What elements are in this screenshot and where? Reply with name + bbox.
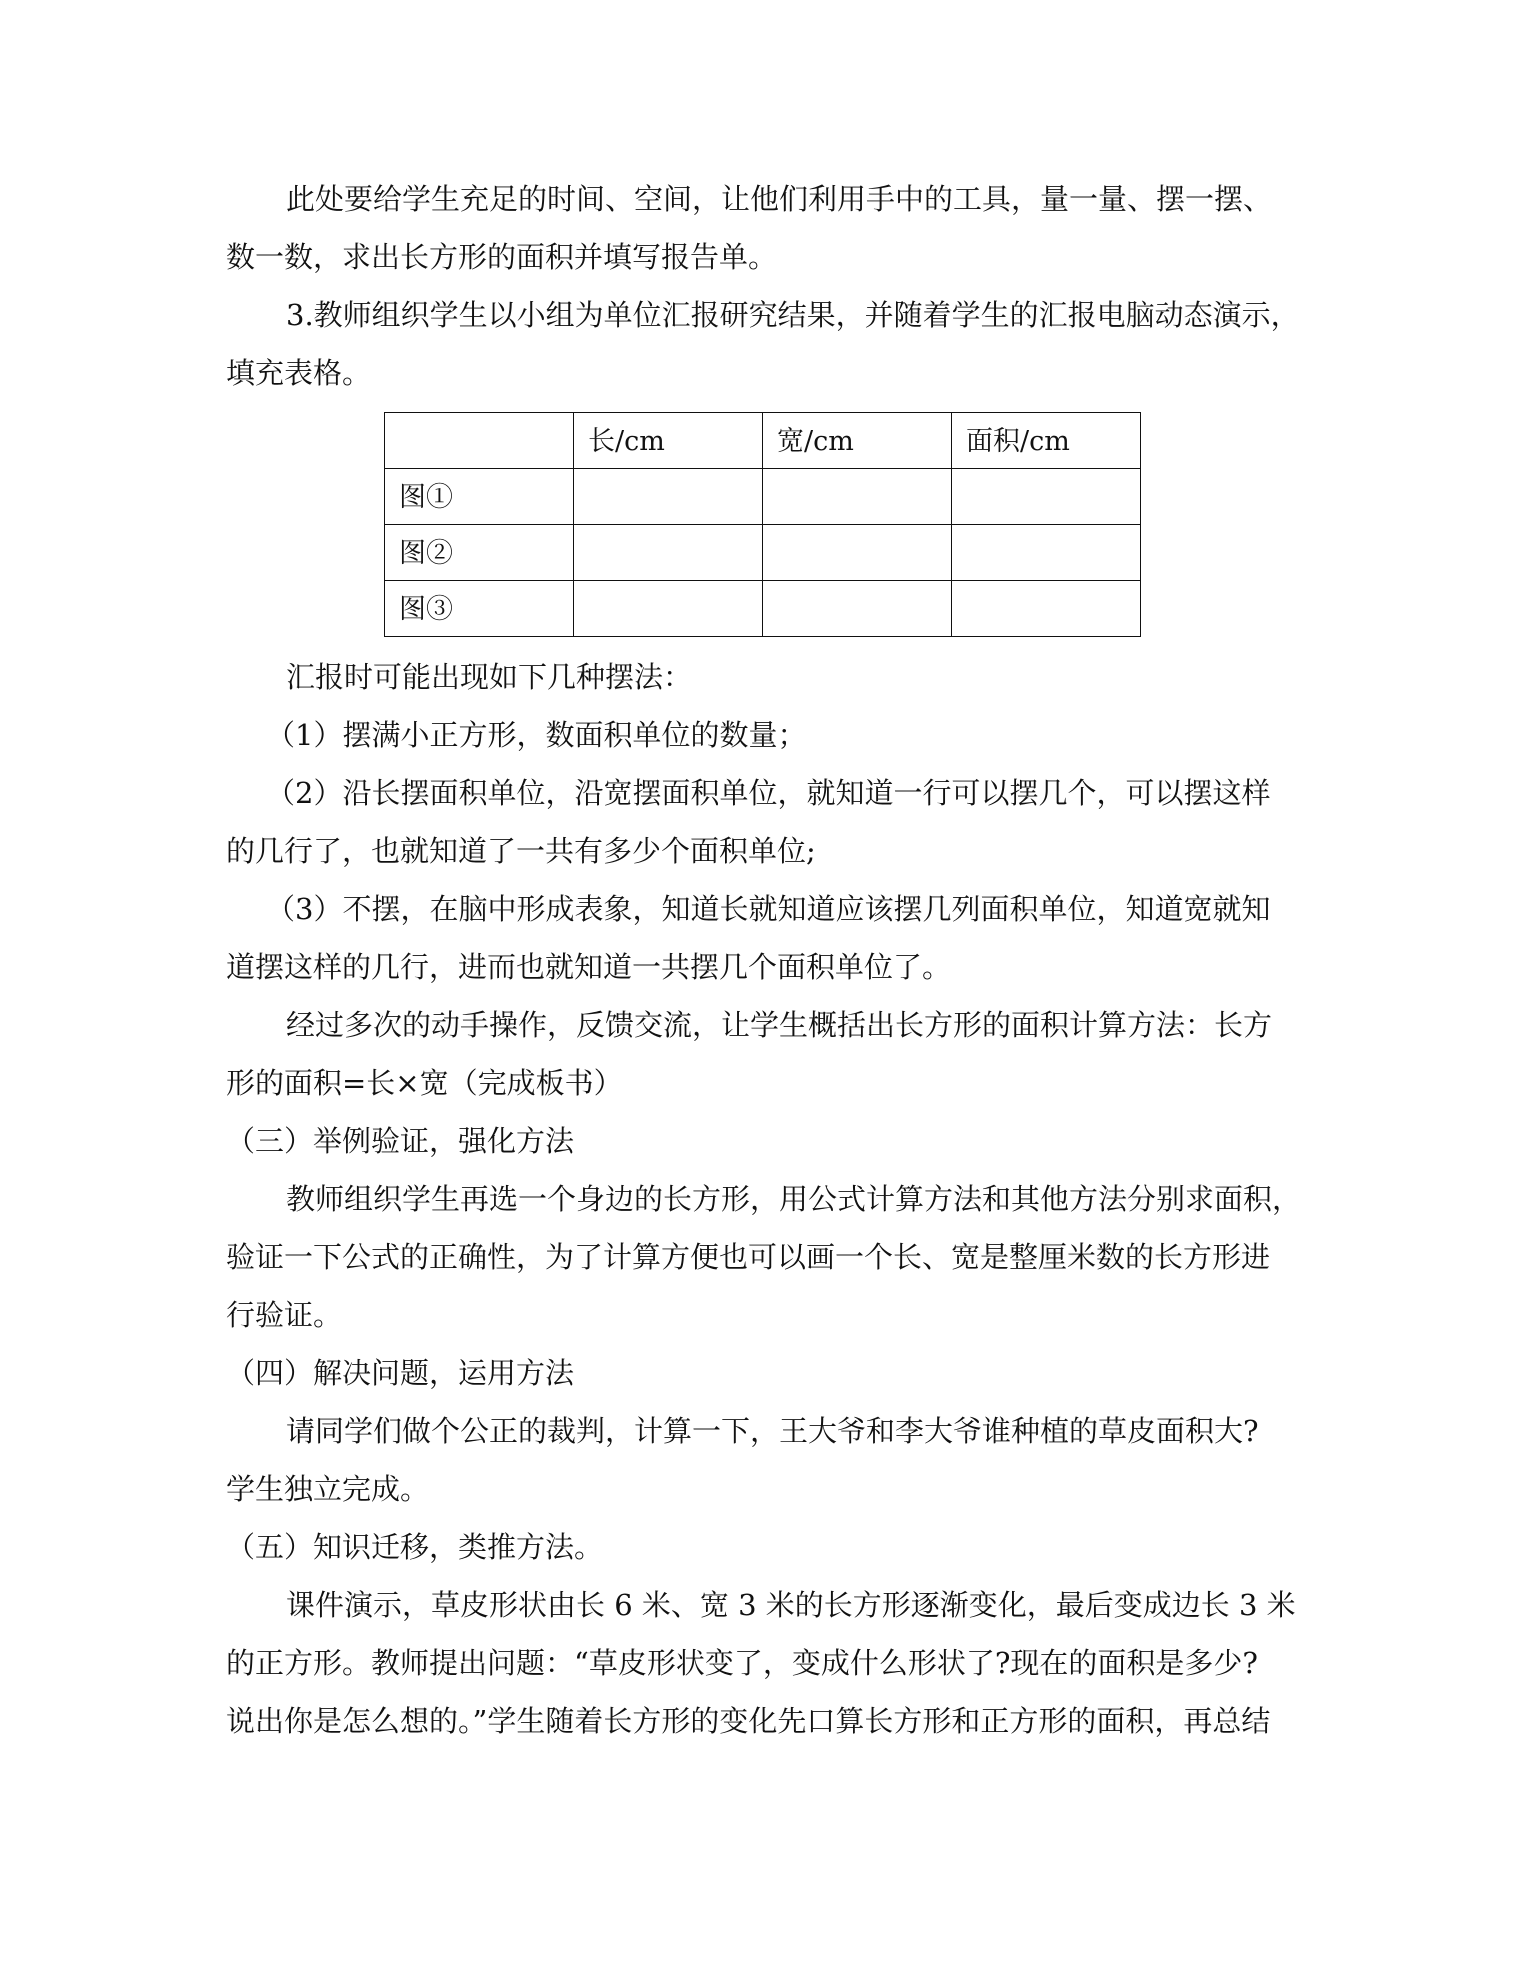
text-line: （2）沿长摆面积单位，沿宽摆面积单位，就知道一行可以摆几个，可以摆这样: [266, 776, 1271, 810]
text-line: （1）摆满小正方形，数面积单位的数量；: [266, 718, 807, 752]
table-row: [385, 581, 1141, 637]
section-heading-5: [226, 1518, 1296, 1576]
table-cell: [952, 525, 1141, 581]
table-header-cell: 宽/cm: [763, 413, 952, 469]
text-line: 验证一下公式的正确性，为了计算方便也可以画一个长、宽是整厘米数的长方形进: [226, 1240, 1271, 1274]
paragraph-formula: [226, 996, 1296, 1112]
paragraph-methods-intro: [226, 648, 1296, 706]
section-heading: （四）解决问题，运用方法: [226, 1356, 575, 1390]
text-line: 形的面积=长×宽（完成板书）: [226, 1066, 623, 1100]
text-line: 填充表格。: [226, 356, 372, 390]
table-header-cell: [385, 413, 574, 469]
paragraph-method-2: [226, 764, 1296, 880]
paragraph-courseware: [226, 1576, 1296, 1750]
table-row: [385, 469, 1141, 525]
text-line: 道摆这样的几行，进而也就知道一共摆几个面积单位了。: [226, 950, 952, 984]
paragraph-judge: [226, 1402, 1296, 1518]
paragraph-method-1: [226, 706, 1296, 764]
text-line: 学生独立完成。: [226, 1472, 430, 1506]
table-cell: [763, 469, 952, 525]
text-line: 汇报时可能出现如下几种摆法：: [286, 660, 693, 694]
text-line: 的几行了，也就知道了一共有多少个面积单位;: [226, 834, 816, 868]
text-line: 教师组织学生再选一个身边的长方形，用公式计算方法和其他方法分别求面积，: [286, 1182, 1302, 1216]
text-line: 说出你是怎么想的。”学生随着长方形的变化先口算长方形和正方形的面积，再总结: [226, 1704, 1271, 1738]
section-heading-4: [226, 1344, 1296, 1402]
table-cell: [574, 469, 763, 525]
table-cell: 图①: [385, 469, 574, 525]
text-line: 行验证。: [226, 1298, 343, 1332]
paragraph-time-space: [226, 170, 1296, 286]
table-header-row: [385, 413, 1141, 469]
table-cell: [763, 581, 952, 637]
text-line: 数一数，求出长方形的面积并填写报告单。: [226, 240, 778, 274]
section-heading: （五）知识迁移，类推方法。: [226, 1530, 604, 1564]
text-line: 经过多次的动手操作，反馈交流，让学生概括出长方形的面积计算方法：长方: [286, 1008, 1273, 1042]
report-table: [384, 412, 1141, 637]
table-cell: [952, 469, 1141, 525]
text-line: 的正方形。教师提出问题：“草皮形状变了，变成什么形状了?现在的面积是多少?: [226, 1646, 1258, 1680]
table-cell: 图③: [385, 581, 574, 637]
table-cell: [574, 581, 763, 637]
section-heading: （三）举例验证，强化方法: [226, 1124, 575, 1158]
table-cell: 图②: [385, 525, 574, 581]
text-line: 3.教师组织学生以小组为单位汇报研究结果，并随着学生的汇报电脑动态演示，: [286, 298, 1300, 332]
paragraph-method-3: [226, 880, 1296, 996]
text-line: （3）不摆，在脑中形成表象，知道长就知道应该摆几列面积单位，知道宽就知: [266, 892, 1271, 926]
table-cell: [574, 525, 763, 581]
table-cell: [952, 581, 1141, 637]
table-header-cell: 长/cm: [574, 413, 763, 469]
table-row: [385, 525, 1141, 581]
text-line: 此处要给学生充足的时间、空间，让他们利用手中的工具，量一量、摆一摆、: [286, 182, 1273, 216]
text-line: 课件演示，草皮形状由长 6 米、宽 3 米的长方形逐渐变化，最后变成边长 3 米: [286, 1588, 1296, 1622]
text-line: 请同学们做个公正的裁判，计算一下，王大爷和李大爷谁种植的草皮面积大?: [286, 1414, 1259, 1448]
section-heading-3: [226, 1112, 1296, 1170]
paragraph-group-report: [226, 286, 1300, 402]
table-cell: [763, 525, 952, 581]
paragraph-verify: [226, 1170, 1302, 1344]
table-header-cell: 面积/cm: [952, 413, 1141, 469]
